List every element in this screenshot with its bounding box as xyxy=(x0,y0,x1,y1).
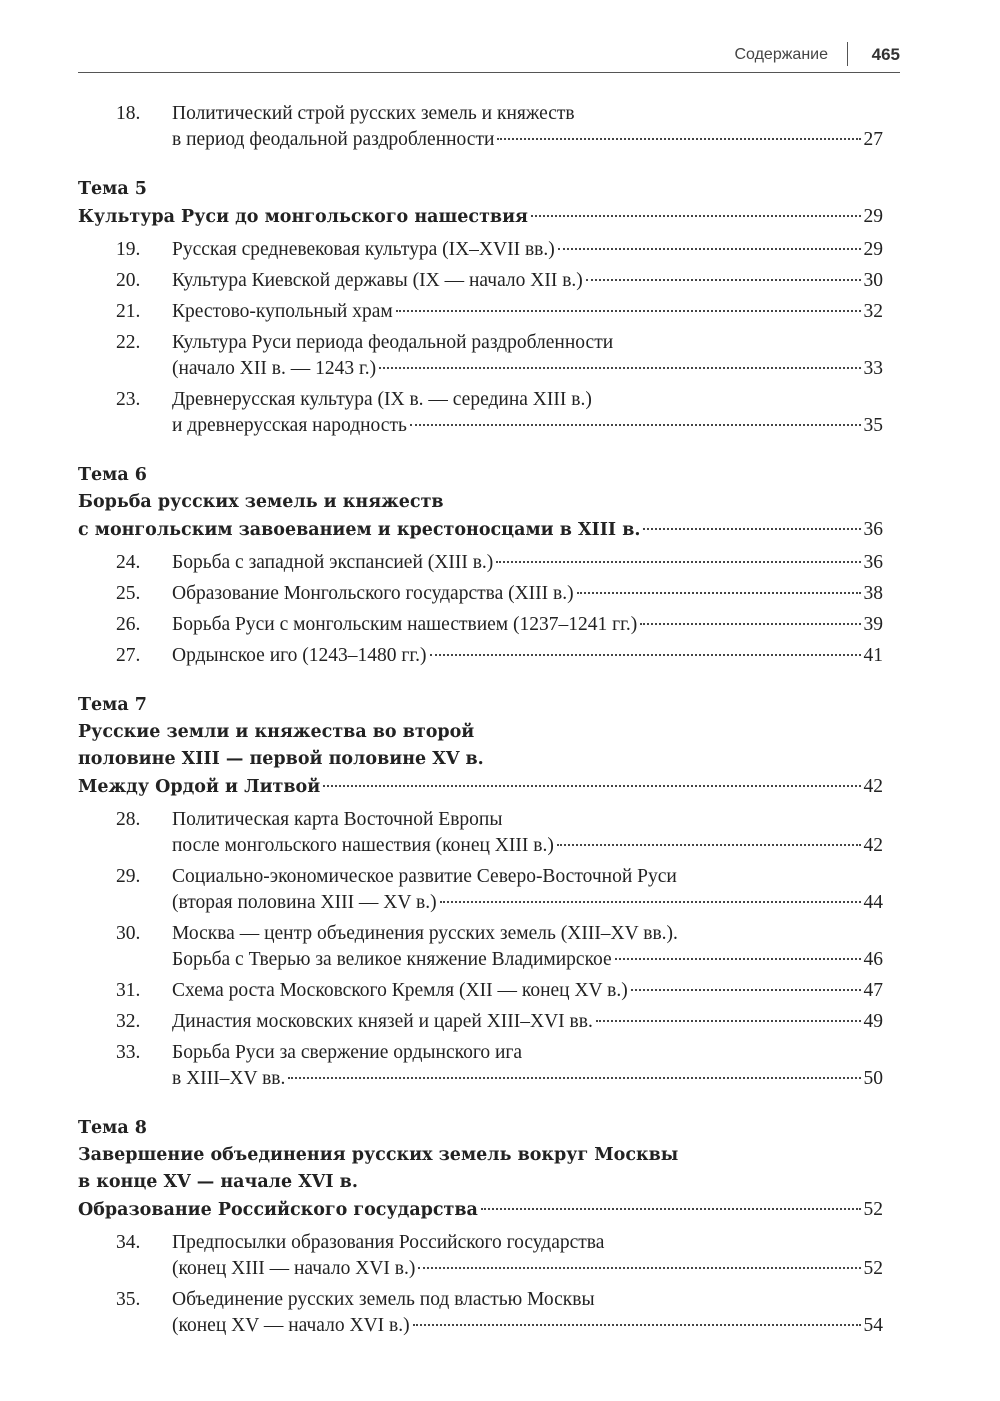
theme-label: Тема 5 xyxy=(78,179,147,199)
entry-title-line: Династия московских князей и царей XIII–XVI вв. xyxy=(172,1011,593,1032)
dot-leader xyxy=(557,844,861,846)
toc-page-number: 49 xyxy=(863,1011,883,1032)
toc-entry xyxy=(78,101,883,153)
entry-title xyxy=(172,1009,883,1035)
toc-line-with-page xyxy=(172,947,883,973)
theme-label: Тема 7 xyxy=(78,695,147,715)
entry-title-line: в XIII–XV вв. xyxy=(172,1068,286,1089)
toc-entry xyxy=(78,1287,883,1339)
entry-title xyxy=(172,643,883,669)
toc-page-number: 41 xyxy=(863,645,883,666)
toc-page-number: 33 xyxy=(863,358,883,379)
entry-title xyxy=(172,978,883,1004)
toc-page-number: 52 xyxy=(863,1258,883,1279)
dot-leader xyxy=(379,367,860,369)
toc-entry xyxy=(78,550,883,576)
entry-number: 35. xyxy=(116,1289,141,1310)
entry-title xyxy=(172,550,883,576)
entry-title-line: Политический строй русских земель и княжеств xyxy=(172,103,575,124)
toc-page-number: 29 xyxy=(863,206,883,227)
entry-number: 34. xyxy=(116,1232,141,1253)
toc-page-number: 39 xyxy=(863,614,883,635)
entry-title-line: Русская средневековая культура (IX–XVII вв.) xyxy=(172,239,555,260)
entry-number: 22. xyxy=(116,332,141,353)
toc-page-number: 54 xyxy=(863,1315,883,1336)
dot-leader xyxy=(418,1267,860,1269)
toc-line-with-page xyxy=(78,516,883,544)
toc-line-with-page xyxy=(172,890,883,916)
entry-title-line: Ордынское иго (1243–1480 гг.) xyxy=(172,645,427,666)
theme-title-line: Культура Руси до монгольского нашествия xyxy=(78,207,528,227)
entry-title xyxy=(172,1230,883,1282)
dot-leader xyxy=(396,310,861,312)
entry-title-line: (конец XV — начало XVI в.) xyxy=(172,1315,410,1336)
toc-entry xyxy=(78,807,883,859)
entry-title-line: после монгольского нашествия (конец XIII в.) xyxy=(172,835,554,856)
toc-page-number: 27 xyxy=(863,129,883,150)
toc-line-with-page xyxy=(172,127,883,153)
dot-leader xyxy=(430,654,861,656)
entry-title-line: Москва — центр объединения русских земель (XIII–XV вв.). xyxy=(172,923,678,944)
toc-line-with-page xyxy=(172,268,883,294)
toc-line-with-page xyxy=(172,581,883,607)
toc-entry xyxy=(78,612,883,638)
theme-title-line: Образование Российского государства xyxy=(78,1200,478,1220)
theme-title-line: половине XIII — первой половине XV в. xyxy=(78,749,484,769)
running-header xyxy=(78,42,900,73)
entry-title xyxy=(172,612,883,638)
toc-line-with-page xyxy=(78,1196,883,1224)
dot-leader xyxy=(323,785,860,787)
dot-leader xyxy=(640,623,860,625)
entry-number: 24. xyxy=(116,552,141,573)
page-number: 465 xyxy=(871,45,900,64)
dot-leader xyxy=(531,215,861,217)
toc-page-number: 47 xyxy=(863,980,883,1001)
dot-leader xyxy=(615,958,861,960)
toc-entry xyxy=(78,1230,883,1282)
entry-title-line: (конец XIII — начало XVI в.) xyxy=(172,1258,416,1279)
toc-page-number: 36 xyxy=(863,519,883,540)
toc-entry xyxy=(78,330,883,382)
entry-number: 21. xyxy=(116,301,141,322)
entry-number: 31. xyxy=(116,980,141,1001)
toc-line-with-page xyxy=(172,833,883,859)
toc-line-with-page xyxy=(78,203,883,231)
entry-number: 27. xyxy=(116,645,141,666)
dot-leader xyxy=(288,1077,860,1079)
section-title: Содержание xyxy=(734,46,828,63)
toc-theme xyxy=(78,1115,883,1224)
entry-title xyxy=(172,921,883,973)
toc-entry xyxy=(78,581,883,607)
toc-entry xyxy=(78,978,883,1004)
entry-title-line: Схема роста Московского Кремля (XII — конец XV в.) xyxy=(172,980,628,1001)
entry-title-line: Культура Киевской державы (IX — начало XII в.) xyxy=(172,270,583,291)
entry-title-line: (вторая половина XIII — XV в.) xyxy=(172,892,437,913)
theme-title-line: в конце XV — начале XVI в. xyxy=(78,1172,358,1192)
entry-title-line: Борьба с Тверью за великое княжение Владимирское xyxy=(172,949,612,970)
entry-title-line: Борьба с западной экспансией (XIII в.) xyxy=(172,552,494,573)
entry-title xyxy=(172,581,883,607)
toc-entry xyxy=(78,1040,883,1092)
entry-title xyxy=(172,268,883,294)
toc-entry xyxy=(78,299,883,325)
entry-title-line: в период феодальной раздробленности xyxy=(172,129,495,150)
toc-line-with-page xyxy=(172,413,883,439)
dot-leader xyxy=(643,528,860,530)
entry-title xyxy=(172,387,883,439)
entry-title-line: Древнерусская культура (IX в. — середина XIII в.) xyxy=(172,389,592,410)
toc-page-number: 35 xyxy=(863,415,883,436)
toc-page-number: 42 xyxy=(863,835,883,856)
entry-title-line: Борьба Руси за свержение ордынского ига xyxy=(172,1042,523,1063)
toc-page-number: 44 xyxy=(863,892,883,913)
toc-line-with-page xyxy=(172,237,883,263)
toc-theme xyxy=(78,176,883,231)
theme-title-line: Русские земли и княжества во второй xyxy=(78,722,475,742)
theme-label: Тема 8 xyxy=(78,1118,147,1138)
entry-number: 32. xyxy=(116,1011,141,1032)
toc-line-with-page xyxy=(172,1009,883,1035)
theme-title-line: Завершение объединения русских земель вокруг Москвы xyxy=(78,1145,679,1165)
toc-line-with-page xyxy=(172,978,883,1004)
entry-title xyxy=(172,237,883,263)
entry-title xyxy=(172,1040,883,1092)
entry-title-line: Политическая карта Восточной Европы xyxy=(172,809,503,830)
toc-line-with-page xyxy=(78,773,883,801)
entry-title xyxy=(172,864,883,916)
toc-line-with-page xyxy=(172,1256,883,1282)
entry-title-line: Образование Монгольского государства (XIII в.) xyxy=(172,583,574,604)
entry-title-line: Борьба Руси с монгольским нашествием (1237–1241 гг.) xyxy=(172,614,638,635)
entry-title-line: Социально-экономическое развитие Северо-Восточной Руси xyxy=(172,866,677,887)
dot-leader xyxy=(496,561,860,563)
toc-page-number: 50 xyxy=(863,1068,883,1089)
toc-entry xyxy=(78,268,883,294)
header-separator xyxy=(847,42,848,66)
toc-line-with-page xyxy=(172,550,883,576)
toc-entry xyxy=(78,643,883,669)
entry-number: 20. xyxy=(116,270,141,291)
toc-line-with-page xyxy=(172,299,883,325)
toc-line-with-page xyxy=(172,1313,883,1339)
toc-entry xyxy=(78,864,883,916)
dot-leader xyxy=(596,1020,861,1022)
dot-leader xyxy=(481,1208,861,1210)
dot-leader xyxy=(631,989,861,991)
toc-line-with-page xyxy=(172,1066,883,1092)
entry-title xyxy=(172,299,883,325)
toc-page-number: 42 xyxy=(863,776,883,797)
toc-line-with-page xyxy=(172,356,883,382)
toc-page-number: 32 xyxy=(863,301,883,322)
entry-title-line: Объединение русских земель под властью Москвы xyxy=(172,1289,595,1310)
dot-leader xyxy=(558,248,861,250)
dot-leader xyxy=(577,592,861,594)
entry-title-line: Крестово-купольный храм xyxy=(172,301,393,322)
toc-page-number: 52 xyxy=(863,1199,883,1220)
toc-page-number: 30 xyxy=(863,270,883,291)
entry-title-line: и древнерусская народность xyxy=(172,415,407,436)
entry-number: 28. xyxy=(116,809,141,830)
toc-line-with-page xyxy=(172,643,883,669)
toc-page-number: 36 xyxy=(863,552,883,573)
theme-title-line: Борьба русских земель и княжеств xyxy=(78,492,444,512)
toc-entry xyxy=(78,387,883,439)
entry-title xyxy=(172,101,883,153)
toc-page-number: 38 xyxy=(863,583,883,604)
entry-number: 33. xyxy=(116,1042,141,1063)
entry-title-line: Культура Руси периода феодальной раздробленности xyxy=(172,332,614,353)
dot-leader xyxy=(413,1324,861,1326)
dot-leader xyxy=(410,424,861,426)
entry-title xyxy=(172,807,883,859)
toc-theme xyxy=(78,462,883,544)
entry-title-line: Предпосылки образования Российского государства xyxy=(172,1232,605,1253)
toc-page-number: 46 xyxy=(863,949,883,970)
dot-leader xyxy=(497,138,860,140)
toc-entry xyxy=(78,921,883,973)
entry-number: 29. xyxy=(116,866,141,887)
entry-number: 26. xyxy=(116,614,141,635)
toc-line-with-page xyxy=(172,612,883,638)
theme-title-line: Между Ордой и Литвой xyxy=(78,777,321,797)
toc-theme xyxy=(78,692,883,801)
entry-title xyxy=(172,330,883,382)
entry-number: 18. xyxy=(116,103,141,124)
dot-leader xyxy=(586,279,861,281)
table-of-contents xyxy=(78,101,883,1344)
dot-leader xyxy=(440,901,861,903)
entry-number: 30. xyxy=(116,923,141,944)
entry-title-line: (начало XII в. — 1243 г.) xyxy=(172,358,377,379)
toc-entry xyxy=(78,237,883,263)
entry-title xyxy=(172,1287,883,1339)
toc-entry xyxy=(78,1009,883,1035)
toc-page-number: 29 xyxy=(863,239,883,260)
entry-number: 19. xyxy=(116,239,141,260)
theme-label: Тема 6 xyxy=(78,465,147,485)
theme-title-line: с монгольским завоеванием и крестоносцами в XIII в. xyxy=(78,520,641,540)
entry-number: 23. xyxy=(116,389,141,410)
entry-number: 25. xyxy=(116,583,141,604)
